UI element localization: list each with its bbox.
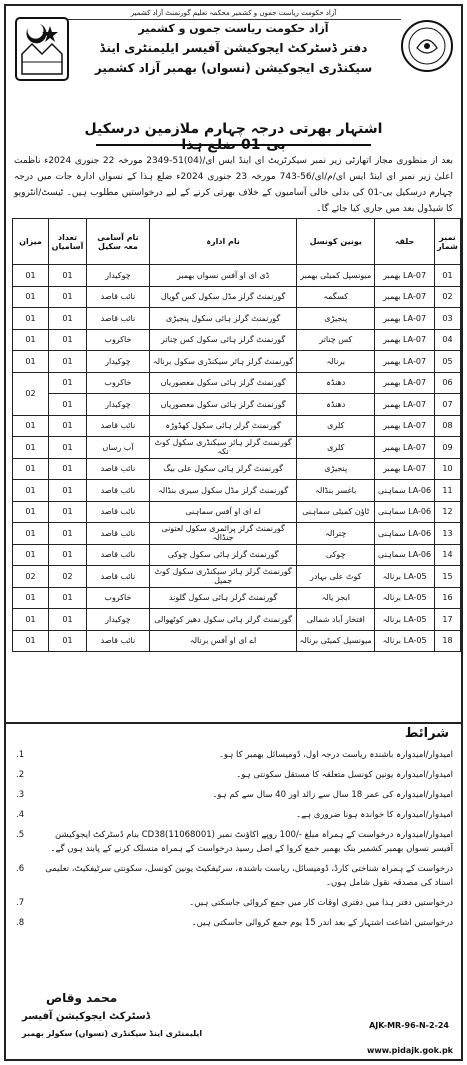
table-row (13, 308, 461, 330)
cell-total: 02 (13, 372, 49, 415)
cell-institution: گورنمنٹ گرلز ہائی سکول گلوند (149, 587, 297, 609)
cell-post: آب رساں (86, 437, 149, 459)
condition-text: درخواست کے ہمراہ شناختی کارڈ، ڈومیسائل، ریاست باشندہ، سرٹیفکیٹ یونین کونسل، سکونتی سرٹیفکیٹ، تعلیمی اسناد کی مصدقہ نقول شامل ہوں۔ (45, 864, 453, 888)
cell-union-council: کوٹ علی بہادر (297, 566, 375, 588)
condition-item (16, 916, 453, 930)
condition-item (16, 788, 453, 802)
cell-serial: 08 (435, 415, 461, 437)
cell-institution: گورنمنٹ گرلز ہائی سکول پنجیڑی (149, 308, 297, 330)
table-row (13, 351, 461, 373)
cell-count: 01 (49, 372, 87, 394)
condition-text: امیدوار/امیدوارہ یونین کونسل متعلقہ کا مستقل سکونتی ہو۔ (236, 770, 453, 780)
cell-count: 01 (49, 480, 87, 502)
cell-constituency: LA-05 برنالہ (375, 566, 435, 588)
cell-constituency: LA-07 بھمبر (375, 351, 435, 373)
condition-text: امیدوار/امیدوارہ کی عمر 18 سال سے زائد اور 40 سال سے کم ہو۔ (212, 790, 453, 800)
cell-total: 01 (13, 480, 49, 502)
cell-post: نائب قاصد (86, 458, 149, 480)
cell-total: 01 (13, 501, 49, 523)
cell-serial: 12 (435, 501, 461, 523)
col-post: نام آسامی معہ سکیل (86, 219, 149, 265)
cell-constituency: LA-07 بھمبر (375, 437, 435, 459)
condition-number: 5. (16, 830, 25, 840)
cell-constituency: LA-06 سماہنی (375, 501, 435, 523)
signatory-office: ایلیمنٹری اینڈ سیکنڈری (نسواں) سکولز بھمبر (22, 1029, 203, 1038)
cell-post: نائب قاصد (86, 308, 149, 330)
cell-serial: 01 (435, 265, 461, 287)
cell-post: نائب قاصد (86, 501, 149, 523)
cell-count: 01 (49, 265, 87, 287)
header-office-location: سیکنڈری ایجوکیشن (نسواں) بھمبر آزاد کشمیر (94, 61, 373, 75)
cell-constituency: LA-07 بھمبر (375, 415, 435, 437)
condition-item (16, 748, 453, 762)
condition-item (16, 896, 453, 910)
conditions-title: شرائط (404, 726, 449, 741)
table-row (13, 480, 461, 502)
cell-union-council: میونسپل کمیٹی بھمبر (297, 265, 375, 287)
cell-serial: 06 (435, 372, 461, 394)
cell-union-council: پنجیڑی (297, 308, 375, 330)
cell-count: 01 (49, 415, 87, 437)
cell-serial: 13 (435, 523, 461, 545)
table-row (13, 437, 461, 459)
table-row (13, 265, 461, 287)
cell-constituency: LA-07 بھمبر (375, 265, 435, 287)
cell-constituency: LA-07 بھمبر (375, 394, 435, 416)
signatory-name: محمد وقاص (46, 991, 118, 1005)
cell-union-council: چترالہ (297, 523, 375, 545)
cell-post: نائب قاصد (86, 480, 149, 502)
cell-count: 01 (49, 329, 87, 351)
cell-count: 01 (49, 609, 87, 631)
cell-post: چوکیدار (86, 609, 149, 631)
condition-number: 2. (16, 770, 25, 780)
cell-total: 01 (13, 351, 49, 373)
cell-serial: 18 (435, 630, 461, 652)
cell-serial: 03 (435, 308, 461, 330)
cell-union-council: کسگمہ (297, 286, 375, 308)
cell-post: چوکیدار (86, 265, 149, 287)
cell-serial: 15 (435, 566, 461, 588)
cell-constituency: LA-07 بھمبر (375, 458, 435, 480)
cell-constituency: LA-06 سماہنی (375, 544, 435, 566)
table-row (13, 286, 461, 308)
condition-number: 4. (16, 810, 25, 820)
cell-institution: گورنمنٹ گرلز ہائی سکول دھیر کوٹھوالی (149, 609, 297, 631)
cell-institution: اے ای او آفس سماہنی (149, 501, 297, 523)
header-top-strip: آزاد حکومت ریاست جموں و کشمیر محکمہ تعلیم گورنمنٹ آزاد کشمیر (66, 9, 401, 20)
col-union-council: یونین کونسل (297, 219, 375, 265)
cell-total: 01 (13, 286, 49, 308)
table-row (13, 544, 461, 566)
cell-constituency: LA-07 بھمبر (375, 329, 435, 351)
condition-number: 1. (16, 750, 25, 760)
cell-institution: گورنمنٹ گرلز ہائر سیکنڈری سکول کوٹ جمیل (149, 566, 297, 588)
cell-union-council: پنجیڑی (297, 458, 375, 480)
col-institution: نام ادارہ (149, 219, 297, 265)
cell-serial: 04 (435, 329, 461, 351)
cell-post: نائب قاصد (86, 544, 149, 566)
conditions-list (16, 748, 453, 936)
condition-number: 6. (16, 864, 25, 874)
cell-total: 01 (13, 609, 49, 631)
posts-table (12, 218, 461, 652)
website-link[interactable]: www.pidajk.gok.pk (366, 1046, 453, 1055)
cell-institution: ڈی ای او آفس نسواں بھمبر (149, 265, 297, 287)
cell-post: نائب قاصد (86, 415, 149, 437)
cell-institution: گورنمنٹ گرلز ہائی سکول چوکی (149, 544, 297, 566)
cell-serial: 09 (435, 437, 461, 459)
condition-number: 3. (16, 790, 25, 800)
cell-total: 01 (13, 523, 49, 545)
cell-union-council: باغسر بنڈالہ (297, 480, 375, 502)
condition-number: 8. (16, 918, 25, 928)
condition-item (16, 768, 453, 782)
condition-text: امیدوار/امیدوارہ باشندہ ریاست درجہ اول، ڈومیسائل بھمبر کا ہو۔ (218, 750, 453, 760)
cell-count: 01 (49, 501, 87, 523)
cell-count: 01 (49, 587, 87, 609)
cell-constituency: LA-07 بھمبر (375, 372, 435, 394)
cell-total: 01 (13, 630, 49, 652)
cell-constituency: LA-05 برنالہ (375, 609, 435, 631)
cell-count: 01 (49, 394, 87, 416)
cell-union-council: چوکی (297, 544, 375, 566)
cell-union-council: کلری (297, 415, 375, 437)
cell-constituency: LA-05 برنالہ (375, 630, 435, 652)
cell-serial: 16 (435, 587, 461, 609)
table-row (13, 501, 461, 523)
cell-serial: 07 (435, 394, 461, 416)
cell-institution: گورنمنٹ گرلز ہائی سکول علی بیگ (149, 458, 297, 480)
ad-title: اشتہار بھرتی درجہ چہارم ملازمین درسکیل بی-01 ضلع ہذا (84, 121, 383, 153)
signatory-designation: ڈسٹرکٹ ایجوکیشن آفیسر (22, 1011, 151, 1022)
condition-text: امیدوار/امیدوارہ کا خواندہ ہونا ضروری ہے۔ (296, 810, 453, 820)
cell-serial: 02 (435, 286, 461, 308)
cell-total: 01 (13, 458, 49, 480)
header-government: آزاد حکومت ریاست جموں و کشمیر (138, 22, 329, 35)
cell-serial: 05 (435, 351, 461, 373)
advertisement-page (4, 4, 463, 1061)
cell-serial: 10 (435, 458, 461, 480)
cell-post: خاکروب (86, 587, 149, 609)
cell-total: 01 (13, 415, 49, 437)
cell-institution: گورنمنٹ گرلز مڈل سکول کس گوپال (149, 286, 297, 308)
cell-institution: گورنمنٹ گرلز ہائر سیکنڈری سکول کوٹ نکہ (149, 437, 297, 459)
cell-post: نائب قاصد (86, 630, 149, 652)
cell-count: 01 (49, 523, 87, 545)
col-count: تعداد آسامیاں (49, 219, 87, 265)
cell-total: 02 (13, 566, 49, 588)
cell-institution: اے ای او آفس برنالہ (149, 630, 297, 652)
cell-union-council: کلری (297, 437, 375, 459)
condition-item (16, 862, 453, 890)
table-row (13, 372, 461, 394)
cell-total: 01 (13, 265, 49, 287)
cell-total: 01 (13, 587, 49, 609)
cell-union-council: میونسپل کمیٹی برنالہ (297, 630, 375, 652)
cell-institution: گورنمنٹ گرلز ہائی سکول معصوریاں (149, 394, 297, 416)
cell-constituency: LA-06 سماہنی (375, 523, 435, 545)
col-serial: نمبر شمار (435, 219, 461, 265)
government-seal-icon (399, 18, 455, 74)
cell-count: 01 (49, 351, 87, 373)
table-row (13, 394, 461, 416)
cell-institution: گورنمنٹ گرلز ہائر سیکنڈری سکول برنالہ (149, 351, 297, 373)
cell-post: چوکیدار (86, 394, 149, 416)
cell-post: نائب قاصد (86, 523, 149, 545)
cell-post: نائب قاصد (86, 286, 149, 308)
cell-institution: گورنمنٹ گرلز مڈل سکول سیری بنڈالہ (149, 480, 297, 502)
cell-constituency: LA-06 سماہنی (375, 480, 435, 502)
cell-total: 01 (13, 437, 49, 459)
reference-number: AJK-MR-96-N-2-24 (369, 1021, 449, 1030)
cell-total: 01 (13, 308, 49, 330)
cell-total: 01 (13, 544, 49, 566)
cell-union-council: دھنڈہ (297, 394, 375, 416)
cell-union-council: ٹاؤن کمیٹی سماہنی (297, 501, 375, 523)
col-constituency: حلقہ (375, 219, 435, 265)
cell-count: 01 (49, 630, 87, 652)
cell-serial: 17 (435, 609, 461, 631)
cell-union-council: دھنڈہ (297, 372, 375, 394)
condition-item (16, 808, 453, 822)
cell-institution: گورنمنٹ گرلز پرائمری سکول لعتونی جنڈالہ (149, 523, 297, 545)
table-row (13, 609, 461, 631)
table-header-row (13, 219, 461, 265)
cell-count: 01 (49, 458, 87, 480)
department-logo-icon (12, 14, 72, 84)
condition-item (16, 828, 453, 856)
cell-post: خاکروب (86, 329, 149, 351)
cell-constituency: LA-05 برنالہ (375, 587, 435, 609)
cell-institution: گورنمنٹ گرلز ہائی سکول کس چناتر (149, 329, 297, 351)
cell-union-council: افتخار آباد شمالی (297, 609, 375, 631)
table-row (13, 630, 461, 652)
cell-count: 01 (49, 286, 87, 308)
cell-count: 01 (49, 544, 87, 566)
col-total: میزان (13, 219, 49, 265)
table-row (13, 523, 461, 545)
cell-union-council: برنالہ (297, 351, 375, 373)
cell-post: چوکیدار (86, 351, 149, 373)
cell-institution: گورنمنٹ گرلز ہائی سکول معصوریاں (149, 372, 297, 394)
cell-serial: 14 (435, 544, 461, 566)
cell-serial: 11 (435, 480, 461, 502)
title-underline (96, 144, 371, 146)
cell-union-council: کس چناتر (297, 329, 375, 351)
condition-number: 7. (16, 898, 25, 908)
cell-count: 01 (49, 437, 87, 459)
cell-post: نائب قاصد (86, 566, 149, 588)
header-office: دفتر ڈسٹرکٹ ایجوکیشن آفیسر ایلیمنٹری اینڈ (99, 41, 368, 55)
intro-paragraph: بعد از منظوری مجاز اتھارٹی زیر نمبر سیکرٹریٹ ای اینڈ ایس ای/(04)51-2349 مورخہ 22 جنوری 2024ء ناظمت اعلیٰ زیر نمبر ای اینڈ ایس ای/م/ای/56-743 مورخہ 23 جنوری 2024ء ضلع ہذا کے نسواں ادارہ جات میں درجہ چہارم درسکیل بی-01 کی بدلی خالی آسامیوں کے خلاف بھرتی کرنے کے لیے درخواستیں مطلوب ہیں۔ ٹیسٹ/انٹرویو کا شیڈول بعد میں جاری کیا جائے گا۔ (14, 156, 454, 214)
cell-union-council: ابجر یالہ (297, 587, 375, 609)
cell-post: خاکروب (86, 372, 149, 394)
table-row (13, 458, 461, 480)
section-divider (6, 722, 461, 724)
cell-total: 01 (13, 329, 49, 351)
cell-count: 01 (49, 308, 87, 330)
condition-text: درخواستیں اشاعت اشتہار کے بعد اندر 15 یوم جمع کروائی جاسکتی ہیں۔ (191, 918, 453, 928)
table-row (13, 566, 461, 588)
cell-count: 02 (49, 566, 87, 588)
cell-constituency: LA-07 بھمبر (375, 286, 435, 308)
cell-constituency: LA-07 بھمبر (375, 308, 435, 330)
table-row (13, 415, 461, 437)
table-row (13, 587, 461, 609)
condition-text: امیدوار/امیدوارہ درخواست کے ہمراہ مبلغ -/100 روپے اکاؤنٹ نمبر (11068001)CD38 بنام ڈسٹرکٹ ایجوکیشن آفیسر نسواں بھمبر کشمیر بنک بھمبر جمع کروا کے اصل رسید درخواست کے ہمراہ منسلک کرنے کے پابند ہوں گے۔ (50, 830, 453, 854)
table-row (13, 329, 461, 351)
cell-institution: گورنمنٹ گرلز ہائی سکول کھڈوڑہ (149, 415, 297, 437)
condition-text: درخواستیں دفتر ہذا میں دفتری اوقات کار میں جمع کروائی جاسکتی ہیں۔ (189, 898, 453, 908)
